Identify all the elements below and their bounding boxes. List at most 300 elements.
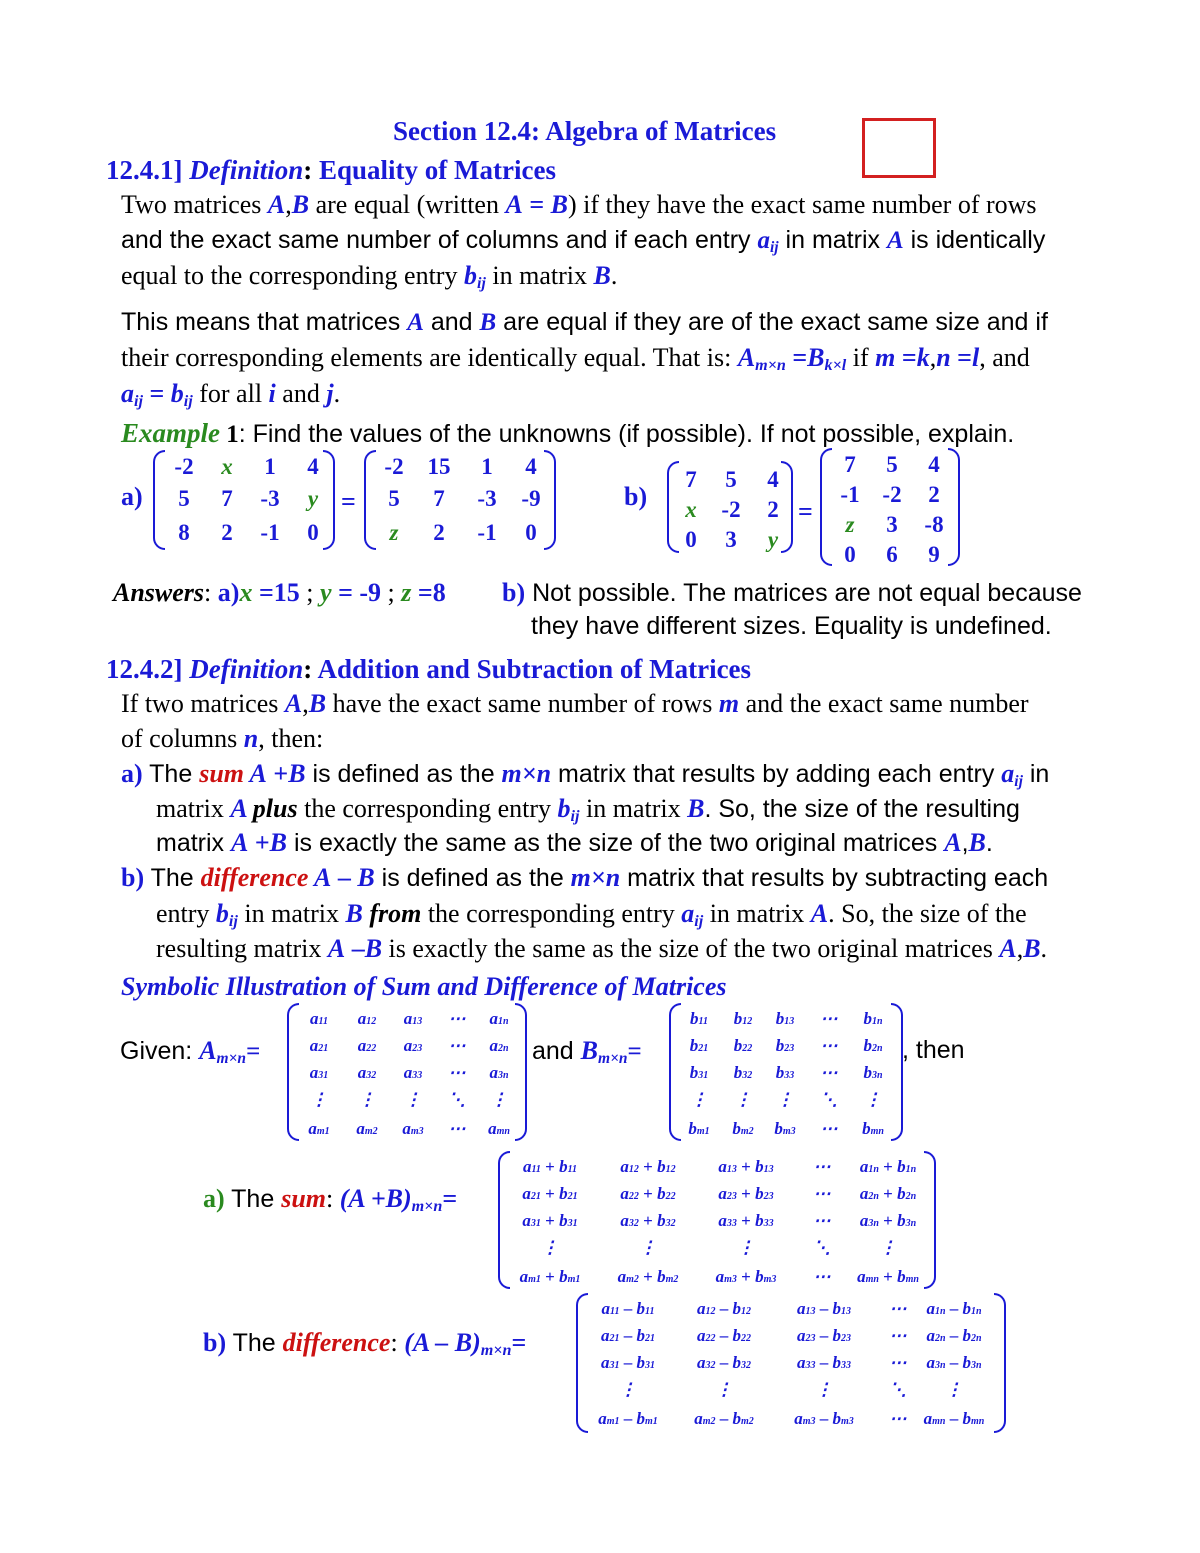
text: is defined as the (374, 864, 571, 892)
text: . (610, 261, 618, 290)
math-b: b (170, 379, 184, 408)
matrix-entry: -3 (260, 486, 280, 511)
text: . (333, 379, 341, 408)
text: for all (192, 379, 269, 408)
matrix-entry: 8 (178, 520, 190, 545)
symbolic-entry: a33 + b33 (718, 1211, 774, 1230)
text: is exactly the same as the size of the two original matrices (382, 934, 1000, 963)
page-title: Section 12.4: Algebra of Matrices (393, 116, 777, 146)
symbolic-entry: a21 – b21 (601, 1326, 655, 1345)
example-a-label: a) (121, 482, 143, 511)
text: , (1016, 934, 1024, 963)
text: ; (299, 578, 321, 607)
symbolic-entry: ⋮ (619, 1380, 637, 1399)
math-B: B (593, 261, 611, 290)
math-A: A (810, 899, 829, 928)
def1-colon: : (303, 155, 313, 185)
symbolic-entry: a23 – b23 (797, 1326, 851, 1345)
math-sub: m×n (755, 357, 786, 375)
symbolic-entry: ⋯ (448, 1119, 466, 1138)
math-B: B (308, 689, 327, 718)
symbolic-entry: ⋯ (820, 1119, 838, 1138)
equals-sign: = (341, 487, 356, 516)
given-line (120, 1036, 260, 1066)
text: The (142, 760, 200, 788)
math-eq: = (442, 1184, 458, 1213)
math-B: B (968, 828, 986, 857)
symbolic-entry: bm3 (774, 1119, 796, 1138)
symbolic-entry: b3n (863, 1063, 883, 1082)
var-x: x (239, 578, 253, 607)
symbolic-entry: a1n – b1n (926, 1299, 982, 1318)
symbolic-entry: a3n – b3n (926, 1353, 982, 1372)
math-B: B (288, 759, 306, 788)
matrix-entry: y (767, 527, 779, 552)
symbolic-entry: a32 (357, 1063, 377, 1082)
difference-expression: (A – B) (404, 1328, 481, 1357)
def1-number: 12.4.1] (106, 155, 183, 185)
symbolic-entry: ⋮ (815, 1380, 833, 1399)
example-text: : Find the values of the unknowns (if possible). If not possible, explain. (238, 420, 1015, 448)
symbolic-entry: ⋮ (715, 1380, 733, 1399)
text: . So, the size of the (828, 899, 1027, 928)
symbolic-entry: b31 (689, 1063, 709, 1082)
symbolic-entry: ⋮ (639, 1238, 657, 1257)
math-j: j (326, 379, 334, 408)
matrix-entry: -2 (721, 497, 741, 522)
text: in matrix (485, 261, 594, 290)
symbolic-entry: a13 – b13 (797, 1299, 851, 1318)
symbolic-entry: bm1 (688, 1119, 710, 1138)
text: in matrix (778, 226, 887, 254)
math-A: A (327, 934, 346, 963)
symbolic-entry: a13 (403, 1009, 423, 1028)
symbolic-entry: ⋱ (448, 1090, 466, 1109)
math-B: B (350, 863, 375, 892)
text: matrix (156, 794, 231, 823)
def2-number: 12.4.2] (106, 654, 183, 684)
text: . (985, 829, 993, 857)
answer-b-line2: they have different sizes. Equality is undefined. (531, 612, 1052, 640)
symbolic-entry: ⋯ (813, 1157, 831, 1176)
text: : (326, 1184, 340, 1213)
matrix-entry: 7 (221, 486, 233, 511)
symbolic-entry: ⋯ (820, 1063, 838, 1082)
symbolic-entry: a32 + b32 (620, 1211, 676, 1230)
matrix-entry: 5 (388, 486, 400, 511)
math-eq: = (785, 343, 808, 372)
symbolic-entry: a11 + b11 (522, 1157, 578, 1176)
matrix-entry: x (685, 497, 697, 522)
text: is defined as the (305, 760, 502, 788)
math-B: B (269, 828, 288, 857)
math-B: B (807, 343, 825, 372)
symbolic-entry: b2n (863, 1036, 883, 1055)
symbolic-entry: a23 (403, 1036, 423, 1055)
text: of columns (121, 724, 244, 753)
text: resulting matrix (156, 934, 328, 963)
matrix-entry: -2 (384, 454, 404, 479)
symbolic-entry: ⋮ (879, 1238, 897, 1257)
matrix-entry: -2 (882, 482, 902, 507)
math-mxn: m×n (570, 863, 621, 892)
matrix-entry: 9 (928, 542, 940, 567)
def2-word: Definition (189, 654, 304, 684)
symbolic-entry: a22 (357, 1036, 377, 1055)
text: Given: (120, 1037, 200, 1065)
math-sub: k×l (824, 357, 847, 375)
matrix-entry: 2 (928, 482, 940, 507)
math-a: a (121, 379, 134, 408)
math-sub: ij (183, 393, 193, 411)
math-sub: m×n (411, 1198, 443, 1216)
example-label: Example (121, 418, 220, 448)
def2-a-line3 (156, 830, 993, 856)
def2-a-line2 (156, 794, 1020, 826)
symbolic-entry: ⋮ (404, 1090, 422, 1109)
then-text: , then (902, 1036, 965, 1064)
sum-matrix (498, 1151, 936, 1289)
symbolic-entry: am1 – bm1 (598, 1409, 658, 1428)
math-n: n (936, 343, 951, 372)
symbolic-entry: am3 – bm3 (794, 1409, 854, 1428)
math-sub: ij (570, 808, 580, 826)
matrix-b-left (667, 461, 793, 553)
equals-sign: = (798, 497, 813, 526)
from-word: from (362, 899, 422, 928)
text: If two matrices (121, 689, 285, 718)
math-l: l (971, 343, 980, 372)
def2-heading (106, 656, 751, 683)
math-eq: = (950, 343, 972, 372)
symbolic-entry: a12 (357, 1009, 377, 1028)
symbolic-entry: ⋮ (737, 1238, 755, 1257)
math-i: i (268, 379, 276, 408)
math-a: a (757, 227, 770, 254)
symbolic-entry: a21 (309, 1036, 329, 1055)
text: the corresponding entry (297, 794, 558, 823)
symbolic-entry: a2n + b2n (859, 1184, 917, 1203)
symbolic-entry: b33 (775, 1063, 795, 1082)
matrix-entry: 15 (427, 454, 451, 479)
value: =15 (252, 578, 300, 607)
symbolic-entry: ⋮ (541, 1238, 559, 1257)
matrix-entry: 5 (178, 486, 190, 511)
sum-word: sum (281, 1184, 327, 1213)
answer-a-label: a) (217, 578, 240, 607)
def1-p2-line2 (121, 343, 1030, 375)
symbolic-entry: amn – bmn (923, 1409, 985, 1428)
matrix-a-right (364, 450, 556, 550)
matrix-entry: -1 (260, 520, 280, 545)
text: in matrix (237, 899, 346, 928)
matrix-entry: 5 (886, 452, 898, 477)
math-A: A (199, 1036, 217, 1065)
text: . (1040, 934, 1048, 963)
symbolic-entry: am2 + bm2 (617, 1267, 679, 1286)
symbolic-entry: a33 (403, 1063, 423, 1082)
matrix-entry: -1 (840, 482, 860, 507)
math-eq: = (895, 343, 917, 372)
symbolic-entry: a1n + b1n (859, 1157, 917, 1176)
text: and (532, 1037, 581, 1065)
symbolic-entry: am1 (308, 1119, 330, 1138)
text: , (302, 689, 309, 718)
def2-line2 (121, 726, 323, 752)
symbolic-entry: ⋮ (864, 1090, 882, 1109)
plus-word: plus (246, 794, 298, 823)
symbolic-entry: a31 + b31 (522, 1211, 578, 1230)
symbolic-entry: ⋯ (889, 1409, 907, 1428)
matrix-entry: 6 (886, 542, 898, 567)
difference-word: difference (282, 1328, 391, 1357)
math-sub: ij (694, 913, 704, 931)
symbolic-entry: a11 (310, 1009, 328, 1028)
text: the corresponding entry (421, 899, 682, 928)
text: equal to the corresponding entry (121, 261, 464, 290)
symbolic-entry: amn + bmn (857, 1267, 919, 1286)
def1-p2-line3 (121, 379, 341, 411)
text: The (226, 1329, 283, 1357)
matrix-entry: x (221, 454, 233, 479)
text: : (390, 1328, 405, 1357)
symbolic-entry: ⋮ (490, 1090, 508, 1109)
symbolic-entry: a2n (489, 1036, 509, 1055)
text: entry (156, 899, 216, 928)
math-A: A (737, 343, 756, 372)
math-sub: ij (1014, 772, 1023, 790)
math-B: B (687, 794, 705, 823)
symbolic-entry: am3 (402, 1119, 424, 1138)
text: , (929, 343, 937, 372)
math-minus: – (331, 863, 351, 892)
symbolic-entry: ⋮ (310, 1090, 328, 1109)
text: is identically (903, 226, 1046, 254)
text: is exactly the same as the size of the two original matrices (287, 829, 945, 857)
text: in matrix (703, 899, 811, 928)
math-m: m (718, 689, 740, 718)
symbolic-entry: ⋯ (813, 1211, 831, 1230)
math-B: B (345, 899, 363, 928)
matrix-a-left (153, 450, 335, 550)
symbolic-entry: ⋯ (820, 1009, 838, 1028)
text: and the exact same number of columns and if each entry (121, 226, 758, 254)
math-eq: = (522, 190, 551, 219)
symbolic-entry: ⋯ (448, 1063, 466, 1082)
math-eq: = (142, 379, 171, 408)
math-a: a (1001, 759, 1015, 788)
symbolic-entry: ⋯ (889, 1299, 907, 1318)
answers-line (113, 578, 446, 608)
item-b-label: b) (121, 863, 145, 892)
math-eq: = (627, 1038, 642, 1065)
text: The (144, 864, 201, 892)
matrix-entry: -8 (924, 512, 944, 537)
symbolic-entry: bm2 (732, 1119, 754, 1138)
math-A: A (999, 934, 1017, 963)
symbolic-entry: am1 + bm1 (519, 1267, 581, 1286)
matrix-entry: -1 (477, 520, 497, 545)
text: . So, the size of the resulting (704, 795, 1020, 823)
symbolic-entry: ⋮ (734, 1090, 752, 1109)
symbolic-entry: ⋱ (889, 1380, 907, 1399)
answer-b-label: b) (502, 578, 526, 607)
text: and (423, 308, 480, 336)
symbolic-entry: ⋮ (945, 1380, 963, 1399)
symbolic-entry: b23 (775, 1036, 795, 1055)
text: ; (381, 578, 402, 607)
math-A: A (267, 190, 286, 219)
text: , then: (258, 724, 324, 753)
symbolic-entry: a3n + b3n (859, 1211, 917, 1230)
matrix-entry: 4 (525, 454, 537, 479)
math-plus: + (248, 828, 270, 857)
math-b: b (463, 261, 477, 290)
symbolic-entry: ⋯ (820, 1036, 838, 1055)
math-b: b (215, 899, 229, 928)
math-B: B (1023, 934, 1041, 963)
matrix-entry: 7 (685, 467, 697, 492)
symbolic-entry: ⋱ (820, 1090, 838, 1109)
math-A: A (231, 828, 249, 857)
matrix-entry: 2 (433, 520, 445, 545)
math-A: A (244, 759, 267, 788)
matrix-entry: -3 (477, 486, 497, 511)
math-A: A (230, 794, 247, 823)
matrix-entry: 7 (433, 486, 445, 511)
symbolic-entry: b13 (775, 1009, 795, 1028)
def1-name: Equality of Matrices (319, 155, 556, 185)
value: =8 (411, 578, 446, 607)
symbolic-entry: a3n (489, 1063, 509, 1082)
def2-line1 (121, 691, 1029, 717)
def1-p1-line3 (121, 261, 618, 293)
math-B: B (580, 1036, 599, 1065)
symbolic-entry: ⋯ (813, 1267, 831, 1286)
math-sub: ij (134, 393, 143, 411)
def2-a-line1 (121, 759, 1050, 790)
math-b: b (557, 794, 571, 823)
matrix-entry: -2 (174, 454, 194, 479)
math-a: a (681, 899, 695, 928)
text: ) if they have the exact same number of rows (567, 190, 1037, 219)
def1-word: Definition (189, 155, 304, 185)
sum-expression: (A +B) (339, 1184, 412, 1213)
symbolic-entry: bmn (862, 1119, 884, 1138)
example-b-label: b) (624, 482, 648, 511)
text: The (224, 1185, 282, 1213)
math-eq: = (511, 1328, 527, 1357)
difference-word: difference (200, 863, 309, 892)
matrix-entry: 2 (221, 520, 233, 545)
math-k: k (916, 343, 930, 372)
symbolic-entry: ⋯ (813, 1184, 831, 1203)
text: and (275, 379, 327, 408)
math-B: B (550, 190, 568, 219)
matrix-entry: 4 (928, 452, 940, 477)
matrix-entry: 7 (844, 452, 856, 477)
matrix-entry: 4 (767, 467, 779, 492)
symbolic-entry: a11 – b11 (601, 1299, 655, 1318)
matrix-entry: 0 (844, 542, 856, 567)
math-m: m (875, 343, 896, 372)
text: , (961, 829, 969, 857)
symbolic-entry: b12 (733, 1009, 753, 1028)
symbolic-entry: a12 + b12 (620, 1157, 676, 1176)
math-A: A (407, 309, 424, 336)
symbolic-entry: a1n (489, 1009, 509, 1028)
example-number: 1 (220, 421, 239, 448)
symbolic-entry: ⋮ (358, 1090, 376, 1109)
text: This means that matrices (121, 308, 408, 336)
text: in (1022, 760, 1050, 788)
matrix-entry: z (845, 512, 855, 537)
math-sub: m×n (598, 1049, 628, 1067)
symbolic-entry: a22 – b22 (697, 1326, 751, 1345)
text: if (846, 343, 876, 372)
text: : (204, 578, 218, 607)
math-A: A (505, 190, 523, 219)
text: matrix that results by adding each entry (551, 760, 1002, 788)
matrix-entry: y (307, 486, 319, 511)
symbolic-entry: a31 (309, 1063, 329, 1082)
def1-p1-line2 (121, 226, 1046, 256)
difference-matrix (576, 1293, 1006, 1433)
symbolic-matrix-b (669, 1003, 903, 1141)
symbolic-heading: Symbolic Illustration of Sum and Difference of Matrices (121, 972, 727, 1001)
math-sub: ij (476, 275, 486, 293)
matrix-entry: 3 (725, 527, 737, 552)
symbolic-entry: ⋮ (690, 1090, 708, 1109)
and-line (532, 1036, 642, 1066)
var-z: z (401, 578, 412, 607)
def2-b-line2 (156, 899, 1027, 931)
symbolic-entry: b22 (733, 1036, 753, 1055)
math-minus: – (345, 934, 365, 963)
matrix-entry: -9 (521, 486, 541, 511)
item-b-label: b) (203, 1328, 227, 1357)
symbolic-entry: am2 – bm2 (694, 1409, 754, 1428)
sum-line (203, 1184, 457, 1214)
def2-name: Addition and Subtraction of Matrices (317, 654, 752, 684)
symbolic-entry: ⋯ (889, 1353, 907, 1372)
def1-p2-line1 (121, 310, 1048, 335)
def1-p1-line1 (121, 192, 1037, 218)
matrix-entry: 3 (886, 512, 898, 537)
def2-b-line3 (156, 936, 1047, 962)
math-A: A (284, 689, 303, 718)
item-a-label: a) (203, 1184, 225, 1213)
math-B: B (479, 309, 497, 336)
text: their corresponding elements are identically equal. That is: (121, 343, 738, 372)
text: , (285, 190, 292, 219)
math-n: n (243, 724, 259, 753)
def2-b-line1 (121, 865, 1048, 891)
symbolic-entry: b21 (689, 1036, 709, 1055)
symbolic-entry: a22 + b22 (620, 1184, 676, 1203)
symbolic-entry: am2 (356, 1119, 378, 1138)
matrix-entry: 1 (481, 454, 493, 479)
symbolic-entry: a32 – b32 (697, 1353, 751, 1372)
symbolic-entry: b1n (863, 1009, 883, 1028)
symbolic-entry: a23 + b23 (718, 1184, 774, 1203)
math-A: A (308, 863, 332, 892)
matrix-entry: 1 (264, 454, 276, 479)
math-sub: m×n (216, 1049, 247, 1067)
var-y: y (320, 578, 332, 607)
text: are equal if they are of the exact same size and if (496, 308, 1048, 336)
text: , and (979, 343, 1030, 372)
